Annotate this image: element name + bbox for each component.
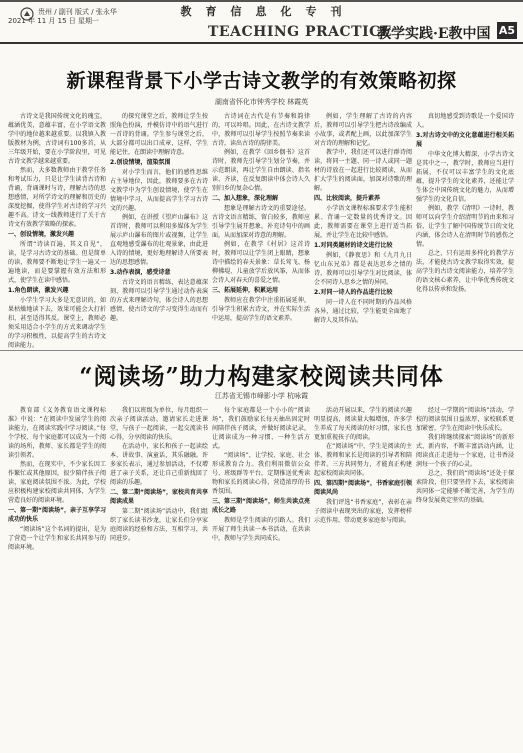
article-2-body	[8, 406, 516, 748]
subheading: 二、第二期“阅读场”，家校共育共享阅读成果	[110, 489, 208, 505]
subheading: 1.对同类题材的诗文进行比较	[314, 242, 393, 249]
text-column	[8, 406, 106, 748]
subheading: 一、创设情境，激发兴趣	[8, 231, 75, 238]
paragraph: 例如，在教学《村居》这首诗时，教师可以让学生闭上眼睛，想象诗中描绘的春天景象：草长莺飞、杨柳拂堤、儿童放学后放风筝，从而体会诗人对春天的喜爱之情。	[212, 241, 310, 284]
text-column	[212, 406, 310, 748]
paragraph: 第二期“阅读场”活动中，我们组织了家长读书沙龙，让家长们分享家庭阅读的经验和方法，互相学习，共同进步。	[110, 508, 208, 542]
column-title: 教育信息化专刊	[180, 5, 356, 18]
paragraph: 我们以班级为单位，每月组织一次亲子阅读活动，邀请家长走进课堂，与孩子一起阅读，一起交流读书心得，分享阅读的快乐。	[110, 407, 208, 441]
subheading: 四、比较阅读，提升素养	[314, 195, 381, 202]
paragraph: 小学生学习大多是无意识的，如果枯燥地读下去，效果可能会大打折扣，甚至适得其反。课堂上，教师必须采用适合小学生的方式来调动学生的学习积极性，以提高学生的古诗文阅读能力。	[8, 297, 106, 349]
paragraph: “阅读场”，让学校、家庭、社会形成教育合力。我们利用微信公众号、班级群等平台，定期推送优秀读物和家长的阅读心得，营造浓厚的书香氛围。	[212, 452, 310, 495]
paragraph: 我们将继续探索“阅读场”的新形式、新内容，不断丰富活动内涵，让阅读真正走进每一个家庭，让书香浸润每一个孩子的心灵。	[416, 434, 514, 468]
paragraph: 教师是学生阅读的引路人。我们开展了师生共读一本书活动，在共读中，教师与学生共同成长。	[212, 517, 310, 542]
text-column	[110, 112, 208, 342]
paragraph: 的探究课堂之后，教师让学生按照角色扮演，并模仿诗中的语气进行一首诗的背诵。学生参与课堂之后，大部分都可以出口成章，这样，学生能记住，在朗读中理解诗意。	[110, 113, 208, 156]
subheading: 三、拓展延伸，积累运用	[212, 287, 279, 294]
header-rule	[0, 42, 523, 44]
section-title-english: TEACHING PRACTICE	[208, 24, 392, 40]
paragraph: 对小学生而言，他们的感性思维占主导地位，因此，教师要多在古诗文教学中为学生创设情境，使学生在情境中学习，从而提高学生学习古诗文的兴趣。	[110, 169, 208, 212]
page-number-badge: A5	[498, 24, 516, 37]
article-divider	[0, 350, 523, 351]
paragraph: 教育部《义务教育语文课程标准》中说：“在阅读中发展学生的阅读能力，在阅读实践中学习阅读。”每个学校、每个家庭都可以成为一个阅读的场所，教师、家长都是学生的阅读引领者。	[8, 407, 106, 459]
paragraph: 小学语文课程标准要求学生能积累、背诵一定数量的优秀诗文。因此，教师需要在课堂上进行适当拓展，并让学生在比较中感悟。	[314, 205, 412, 239]
top-rule	[0, 0, 523, 2]
subheading: 3.对古诗文中的文化意蕴进行相关拓展	[416, 132, 514, 148]
subheading: 一、第一期“阅读场”，亲子互享学习成功的快乐	[8, 507, 106, 523]
text-column	[416, 112, 514, 342]
paragraph: “阅读场”这个名词的提出，是为了营造一个让学生和家长共同参与的阅读环境。	[8, 526, 106, 551]
text-column	[8, 112, 106, 349]
paragraph: 教学中，我们还可以进行群诗阅读，将同一主题、同一诗人或同一题材的诗放在一起进行比较阅读，从而扩大学生的阅读面，加深对诗歌的理解。	[314, 149, 412, 192]
subheading: 四、第四期“阅读场”，书香家庭引领阅读风尚	[314, 480, 412, 496]
subheading: 2.创设情境，渲染氛围	[110, 159, 171, 166]
text-column	[416, 406, 514, 748]
paragraph: 真切地感受到诗歌是一个爱国诗人。	[416, 113, 514, 129]
paragraph: 古诗词在古代是有节奏和韵律的，可以吟唱。因此，在古诗文教学中，教师可以引导学生按照节奏来读古诗，读出古诗的韵律美。	[212, 113, 310, 147]
text-column	[110, 406, 208, 748]
paragraph: 在“阅读场”中，学生是阅读的主体，教师和家长是阅读的引导者和陪伴者。三方共同努力，才能真正构建起家校阅读共同体。	[314, 443, 412, 477]
text-column	[212, 112, 310, 342]
paragraph: 然而，大多数教师由于教学任务和考试压力，只是让学生读背古诗和背诵，背诵课时与诗，理解古诗的思想感情，对所学诗文的理解和历史的深度挖掘，使得学生对古诗的学习兴趣不高。诗文一线教师进行了关于古诗文有效教学策略的探索。	[8, 167, 106, 228]
paragraph: 在活动中，家长和孩子一起读绘本、讲故事、演童话，其乐融融。许多家长表示，通过参加活动，不仅增进了亲子关系，还让自己重新找回了阅读的乐趣。	[110, 443, 208, 486]
paragraph: 总之，我们的“阅读场”还处于探索阶段，但只要坚持下去，家校阅读共同体一定能够不断完善，为学生的终身发展奠定坚实的基础。	[416, 470, 514, 504]
meta-line-2: 2021 年 11 月 15 日 星期一	[8, 17, 99, 25]
meta-line-1: 贵州 / 副刊 版式 / 张永华	[38, 8, 117, 16]
masthead	[0, 0, 523, 44]
subheading: 2.对同一诗人的作品进行比较	[314, 289, 393, 296]
article-1-title: 新课程背景下小学古诗文教学的有效策略初探	[66, 70, 457, 92]
paragraph: 例如，教学《清明》一诗时，教师可以向学生介绍清明节的由来和习俗，让学生了解中国传统节日的文化内涵，体会诗人在清明时节的感伤之情。	[416, 205, 514, 248]
article-2-byline: 江苏省无锡市峰影小学 杭咏霞	[214, 392, 309, 400]
paragraph: 例如，在教学《回乡偶书》这首诗时，教师先引导学生划分节奏，并示范朗读，再让学生自由朗读、指名读、齐读，在反复朗读中体会诗人久别归乡的复杂心情。	[212, 149, 310, 192]
text-column	[314, 406, 412, 748]
paragraph: 所谓“诗读百遍，其义自见”，读，是学习古诗文的基础。但是简单的读，教师要不断地让学生一遍又一遍地读，而是要掌握有效方法和形式，使学生在读中感悟。	[8, 241, 106, 284]
paragraph: 经过一学期的“阅读场”活动，学校的阅读氛围日益浓厚，家校联系更加紧密，学生在阅读中快乐成长。	[416, 407, 514, 432]
article-2-title: “阅读场”助力构建家校阅读共同体	[79, 363, 444, 390]
paragraph: 中华文化博大精深，小学古诗文是其中之一，教学时，教师应当进行拓展，不仅可以丰富学生的文化底蕴，提升学生的文化素养，还能让学生体会中国传统文化的魅力，从而增强学生的文化自信。	[416, 151, 514, 203]
paragraph: 总之，只有运用多样化的教学方法，才能使古诗文教学取得实效，提高学生的古诗文阅读能力，培养学生的语文核心素养，让中华优秀传统文化得以传承和发扬。	[416, 250, 514, 293]
paragraph: 然而，在现实中，不少家长因工作繁忙或其他原因，很少陪伴孩子阅读，家庭阅读氛围不浓。为此，学校应积极构建家校阅读共同体，为学生营造良好的阅读环境。	[8, 461, 106, 504]
subheading: 1.角色朗读，激发兴趣	[8, 287, 69, 294]
article-1-body	[8, 112, 516, 349]
paragraph: 古诗文的语言精练，表达意蕴深刻，教师可以引导学生通过动作表演的方式来理解诗句，体会诗人的思想感情，使古诗文的学习变得生动而有趣。	[110, 279, 208, 322]
paragraph: 每个家庭都是一个小小的“阅读场”，我们鼓励家长每天抽出固定时间陪伴孩子阅读，并做好阅读记录，让阅读成为一种习惯、一种生活方式。	[212, 407, 310, 450]
paragraph: 我们评选“书香家庭”，表彰在亲子阅读中表现突出的家庭，发挥榜样示范作用，带动更多家庭参与阅读。	[314, 499, 412, 524]
edition-name: 教学实践·E教中国	[377, 26, 491, 42]
paragraph: 同一诗人在不同时期的作品风格各异，通过比较，学生能更全面地了解诗人及其作品。	[314, 299, 412, 324]
paragraph: 古诗文是我国传统文化的瑰宝，蕴涵优美，意蕴丰富，在小学语文教学中的地位越来越重要。以我镇入教版教材为例，古诗词有100多首，从三年级开始，要在小学阶段里，可见古诗文教学越来越重要。	[8, 113, 106, 165]
text-column	[314, 112, 412, 342]
paragraph: 例如，学生理解了古诗的内容后，教师可以引导学生把古诗改编成小故事，或者配上画，以此加深学生对古诗的理解和记忆。	[314, 113, 412, 147]
paragraph: 例如，在讲授《望庐山瀑布》这首诗时，教师可以利用多媒体为学生展示庐山瀑布的图片或视频，让学生直观地感受瀑布的壮观景象，由此进入诗的情境，更好地理解诗人所要表达的思想感情。	[110, 214, 208, 266]
subheading: 二、加入想象，深化理解	[212, 195, 279, 202]
paragraph: 活动开展以来，学生的阅读兴趣明显提高，阅读量大幅增加，许多学生养成了每天阅读的好习惯，家长也更加重视孩子的阅读。	[314, 407, 412, 441]
paragraph: 例如，《静夜思》和《九月九日忆山东兄弟》都是表达思乡之情的诗，教师可以引导学生对比阅读，体会不同诗人思乡之情的异同。	[314, 252, 412, 286]
paragraph: 想象是理解古诗文的重要途径。古诗文语言精练，留白较多，教师应引导学生展开想象，补充诗句中的画面，从而加深对诗意的理解。	[212, 205, 310, 239]
paragraph: 教师应在教学中注重拓展延伸，引导学生积累古诗文，并在实际生活中运用，提高学生的语文素养。	[212, 297, 310, 322]
subheading: 三、第三期“阅读场”，师生共读点亮成长之路	[212, 498, 310, 514]
subheading: 3.动作表演，感受诗意	[110, 269, 171, 276]
article-1-byline: 湖南省怀化市钟秀学校 林霞英	[214, 98, 309, 106]
